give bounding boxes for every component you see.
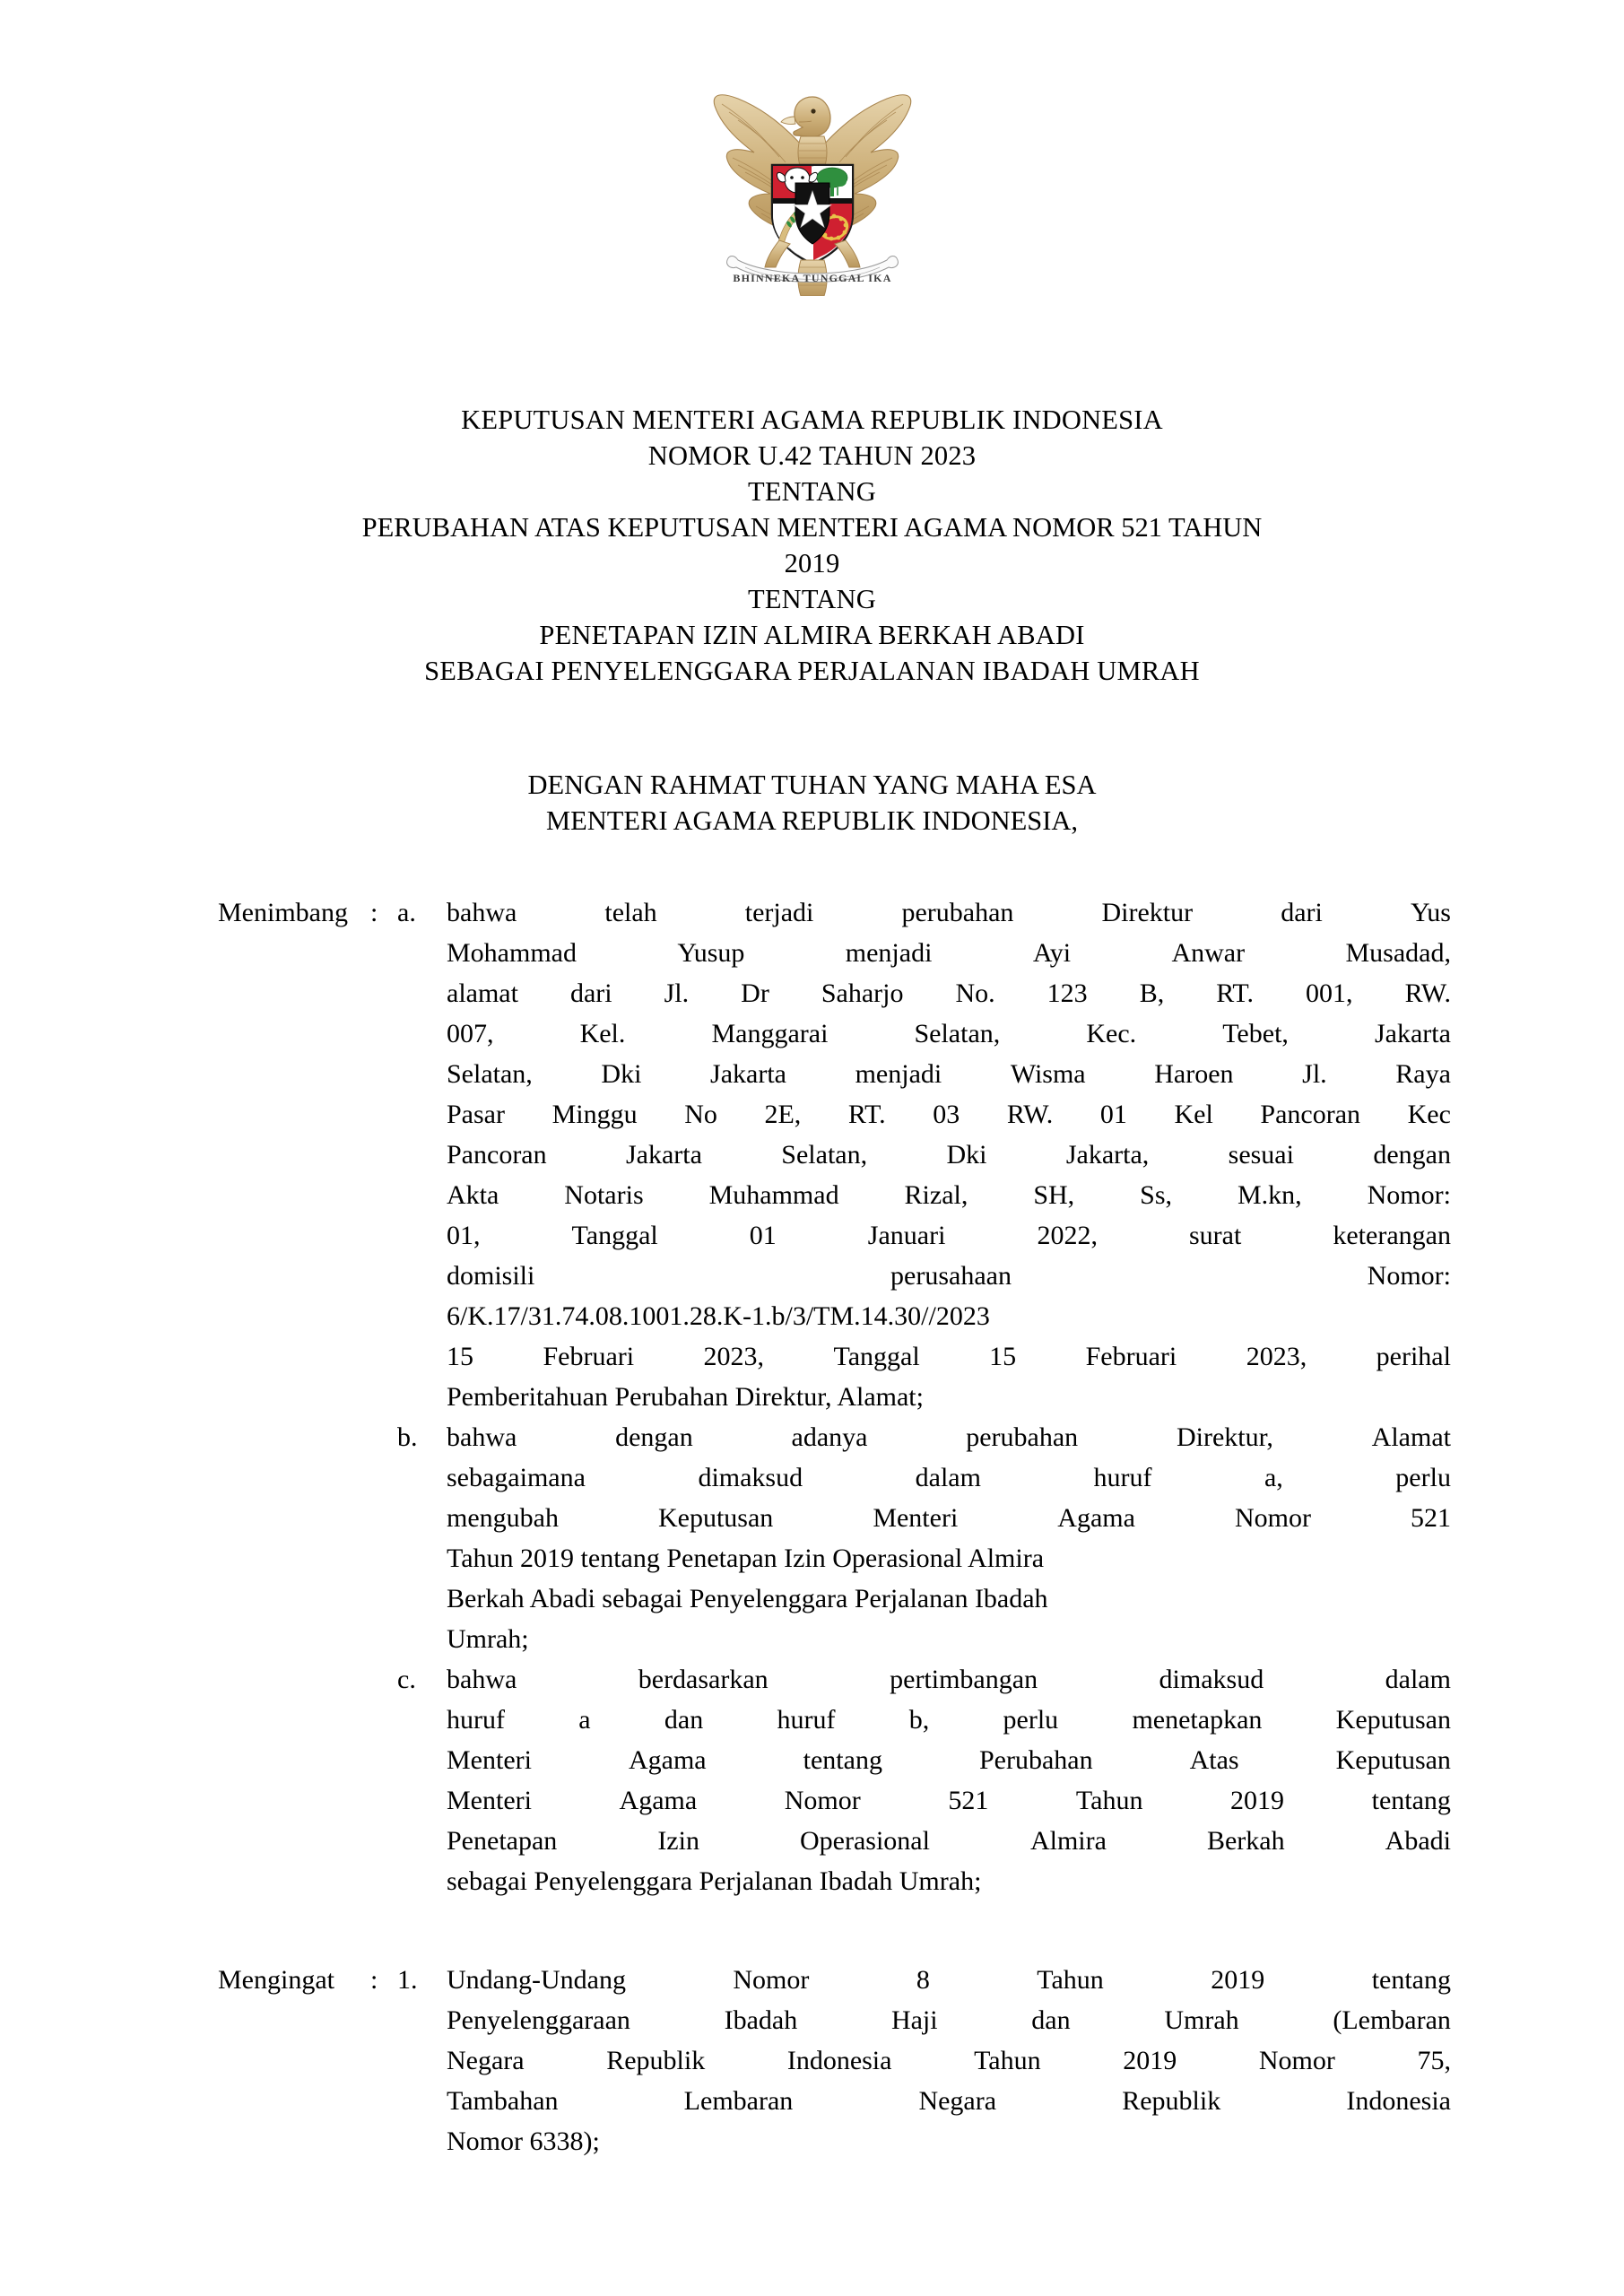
preamble-block	[0, 767, 1624, 839]
text-line: Tambahan Lembaran Negara Republik Indonesia	[447, 2086, 1451, 2116]
text-line: mengubah Keputusan Menteri Agama Nomor 521	[447, 1503, 1451, 1533]
text-line: Penetapan Izin Operasional Almira Berkah Abadi	[447, 1826, 1451, 1856]
preamble-line: DENGAN RAHMAT TUHAN YANG MAHA ESA	[527, 770, 1097, 800]
section-item	[397, 1417, 1451, 1659]
title-line: TENTANG	[748, 476, 876, 507]
text-line: alamat dari Jl. Dr Saharjo No. 123 B, RT. 001, RW.	[447, 978, 1451, 1008]
text-line: bahwa berdasarkan pertimbangan dimaksud dalam	[447, 1665, 1451, 1694]
section-item	[397, 1659, 1451, 1901]
title-line: KEPUTUSAN MENTERI AGAMA REPUBLIK INDONESIA	[461, 404, 1163, 435]
text-line: bahwa telah terjadi perubahan Direktur dari Yus	[447, 898, 1451, 927]
section-items	[397, 1960, 1451, 2161]
garuda-pancasila-emblem	[702, 70, 923, 296]
text-line: 01, Tanggal 01 Januari 2022, surat keterangan	[447, 1221, 1451, 1250]
text-line: 007, Kel. Manggarai Selatan, Kec. Tebet, Jakarta	[447, 1019, 1451, 1048]
title-line: PERUBAHAN ATAS KEPUTUSAN MENTERI AGAMA NOMOR 521 TAHUN	[361, 512, 1263, 543]
garuda-head	[781, 97, 830, 136]
text-line: 15 Februari 2023, Tanggal 15 Februari 2023, perihal	[447, 1342, 1451, 1371]
text-line: huruf a dan huruf b, perlu menetapkan Keputusan	[447, 1705, 1451, 1735]
section-colon: :	[370, 898, 378, 927]
text-line: Nomor 6338);	[447, 2126, 600, 2156]
text-line: Pancoran Jakarta Selatan, Dki Jakarta, sesuai dengan	[447, 1140, 1451, 1170]
title-line: 2019	[784, 548, 840, 578]
text-line: Umrah;	[447, 1624, 529, 1654]
garuda-neck	[798, 136, 827, 169]
preamble-line: MENTERI AGAMA REPUBLIK INDONESIA,	[545, 805, 1079, 836]
document-title-block	[0, 402, 1624, 689]
section-colon: :	[370, 1965, 378, 1995]
item-text	[447, 1417, 1451, 1659]
text-line: domisili perusahaan Nomor:	[447, 1261, 1451, 1291]
item-marker: b.	[397, 1422, 418, 1452]
text-line: Menteri Agama tentang Perubahan Atas Keputusan	[447, 1745, 1451, 1775]
item-text	[447, 1960, 1451, 2161]
text-line: Tahun 2019 tentang Penetapan Izin Operasional Almira	[447, 1544, 1045, 1573]
text-line: Pasar Minggu No 2E, RT. 03 RW. 01 Kel Pancoran Kec	[447, 1100, 1451, 1129]
text-line: sebagaimana dimaksud dalam huruf a, perlu	[447, 1463, 1451, 1492]
title-line: TENTANG	[748, 584, 876, 614]
text-line: Berkah Abadi sebagai Penyelenggara Perjalanan Ibadah	[447, 1584, 1048, 1613]
text-line: Akta Notaris Muhammad Rizal, SH, Ss, M.kn, Nomor:	[447, 1180, 1451, 1210]
section-item	[397, 892, 1451, 1417]
emblem-container	[0, 70, 1624, 296]
text-line: Penyelenggaraan Ibadah Haji dan Umrah (Lembaran	[447, 2005, 1451, 2035]
title-line: PENETAPAN IZIN ALMIRA BERKAH ABADI	[539, 620, 1085, 650]
text-line: bahwa dengan adanya perubahan Direktur, Alamat	[447, 1422, 1451, 1452]
section-items	[397, 892, 1451, 1901]
text-line: 6/K.17/31.74.08.1001.28.K-1.b/3/TM.14.30//2023	[447, 1301, 990, 1331]
svg-text:BHINNEKA TUNGGAL IKA: BHINNEKA TUNGGAL IKA	[732, 272, 892, 284]
section-mengingat	[218, 1960, 1451, 2161]
text-line: Negara Republik Indonesia Tahun 2019 Nomor 75,	[447, 2046, 1451, 2075]
section-label: Menimbang	[218, 898, 348, 927]
item-marker: a.	[397, 898, 416, 927]
item-text	[447, 1659, 1451, 1901]
section-menimbang	[218, 892, 1451, 1901]
title-line: NOMOR U.42 TAHUN 2023	[647, 440, 977, 471]
text-line: Menteri Agama Nomor 521 Tahun 2019 tentang	[447, 1786, 1451, 1815]
text-line: sebagai Penyelenggara Perjalanan Ibadah Umrah;	[447, 1866, 982, 1896]
text-line: Mohammad Yusup menjadi Ayi Anwar Musadad,	[447, 938, 1451, 968]
text-line: Undang-Undang Nomor 8 Tahun 2019 tentang	[447, 1965, 1451, 1995]
section-item	[397, 1960, 1451, 2161]
section-label: Mengingat	[218, 1965, 334, 1995]
text-line: Pemberitahuan Perubahan Direktur, Alamat;	[447, 1382, 924, 1412]
title-line: SEBAGAI PENYELENGGARA PERJALANAN IBADAH UMRAH	[424, 656, 1200, 686]
item-marker: c.	[397, 1665, 416, 1694]
text-line: Selatan, Dki Jakarta menjadi Wisma Haroen Jl. Raya	[447, 1059, 1451, 1089]
item-marker: 1.	[397, 1965, 418, 1995]
item-text	[447, 892, 1451, 1417]
